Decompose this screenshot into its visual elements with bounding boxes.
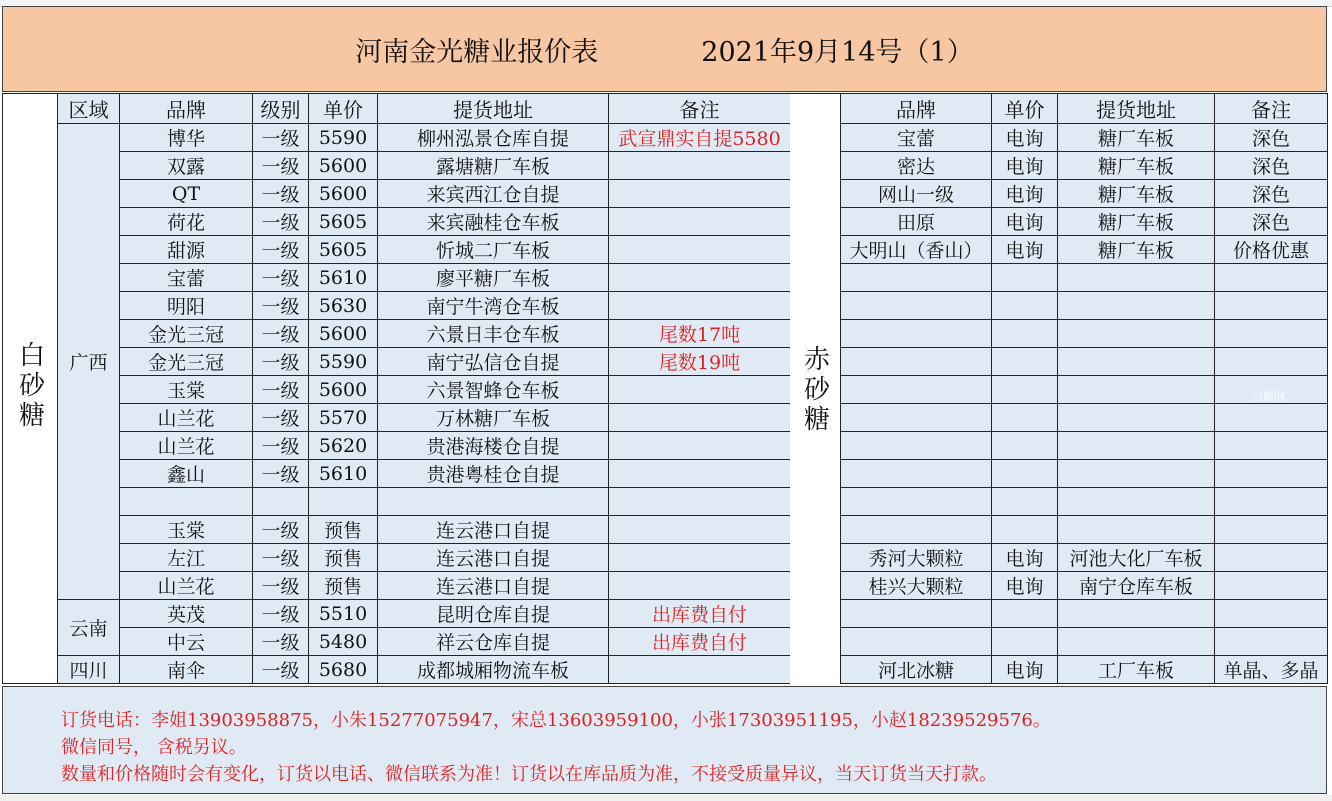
cell-note bbox=[609, 488, 791, 516]
table-row bbox=[841, 180, 1328, 208]
cell-note bbox=[1215, 516, 1328, 544]
white-sugar-label: 白砂糖 bbox=[14, 341, 45, 431]
cell-price: 电询 bbox=[992, 152, 1058, 180]
cell-brand: 山兰花 bbox=[120, 432, 253, 460]
cell-brand: 大明山（香山） bbox=[841, 236, 992, 264]
cell-grade: 一级 bbox=[253, 544, 309, 572]
cell-note bbox=[1215, 320, 1328, 348]
cell-brand: 中云 bbox=[120, 628, 253, 656]
cell-address bbox=[1058, 404, 1215, 432]
cell-price: 5600 bbox=[309, 320, 378, 348]
cell-grade: 一级 bbox=[253, 516, 309, 544]
cell-price: 5570 bbox=[309, 404, 378, 432]
cell-note bbox=[609, 544, 791, 572]
cell-grade: 一级 bbox=[253, 180, 309, 208]
cell-address: 糖厂车板 bbox=[1058, 236, 1215, 264]
cell-grade: 一级 bbox=[253, 600, 309, 628]
table-row bbox=[3, 516, 791, 544]
cell-grade: 一级 bbox=[253, 152, 309, 180]
page-title: 河南金光糖业报价表 bbox=[355, 36, 599, 68]
table-row bbox=[3, 488, 791, 516]
cell-price: 5600 bbox=[309, 180, 378, 208]
white-sugar-table bbox=[2, 93, 791, 684]
table-row bbox=[841, 124, 1328, 152]
cell-grade: 一级 bbox=[253, 208, 309, 236]
cell-price: 电询 bbox=[992, 124, 1058, 152]
cell-address: 祥云仓库自提 bbox=[378, 628, 609, 656]
cell-brand bbox=[841, 628, 992, 656]
cell-brand bbox=[841, 488, 992, 516]
brown-sugar-header-row bbox=[841, 94, 1328, 124]
cell-grade: 一级 bbox=[253, 348, 309, 376]
cell-note: 价格优惠 bbox=[1215, 236, 1328, 264]
cell-address: 万林糖厂车板 bbox=[378, 404, 609, 432]
cell-brand bbox=[841, 404, 992, 432]
cell-address bbox=[1058, 320, 1215, 348]
cell-brand: 河北冰糖 bbox=[841, 656, 992, 684]
cell-note bbox=[1215, 292, 1328, 320]
cell-address bbox=[1058, 292, 1215, 320]
table-row bbox=[3, 124, 791, 152]
watermark-text: 白糖网 bbox=[1252, 390, 1285, 403]
cell-address bbox=[1058, 488, 1215, 516]
region-cell: 广西 bbox=[58, 124, 120, 600]
cell-brand: 明阳 bbox=[120, 292, 253, 320]
cell-address: 忻城二厂车板 bbox=[378, 236, 609, 264]
cell-brand: 玉棠 bbox=[120, 516, 253, 544]
cell-price: 5605 bbox=[309, 208, 378, 236]
cell-brand: QT bbox=[120, 180, 253, 208]
cell-note bbox=[1215, 544, 1328, 572]
cell-brand: 双露 bbox=[120, 152, 253, 180]
cell-brand: 宝蕾 bbox=[841, 124, 992, 152]
wechat-note: 微信同号， 含税另议。 bbox=[61, 737, 247, 758]
cell-address: 南宁牛湾仓车板 bbox=[378, 292, 609, 320]
order-info-footer bbox=[2, 686, 1327, 794]
cell-brand: 玉棠 bbox=[120, 376, 253, 404]
cell-address: 贵港粤桂仓自提 bbox=[378, 460, 609, 488]
cell-grade: 一级 bbox=[253, 572, 309, 600]
brown-sugar-label-cell bbox=[790, 93, 840, 687]
cell-brand bbox=[841, 320, 992, 348]
cell-address: 廖平糖厂车板 bbox=[378, 264, 609, 292]
cell-address: 南宁仓库车板 bbox=[1058, 572, 1215, 600]
cell-address: 连云港口自提 bbox=[378, 572, 609, 600]
table-row bbox=[841, 292, 1328, 320]
cell-note bbox=[609, 404, 791, 432]
cell-brand: 密达 bbox=[841, 152, 992, 180]
cell-brand: 英茂 bbox=[120, 600, 253, 628]
cell-note bbox=[1215, 628, 1328, 656]
cell-price: 电询 bbox=[992, 236, 1058, 264]
cell-address bbox=[1058, 628, 1215, 656]
cell-brand: 宝蕾 bbox=[120, 264, 253, 292]
cell-price bbox=[992, 376, 1058, 404]
cell-price: 5680 bbox=[309, 656, 378, 684]
table-row bbox=[3, 432, 791, 460]
cell-brand: 南伞 bbox=[120, 656, 253, 684]
cell-note: 深色 bbox=[1215, 152, 1328, 180]
cell-address bbox=[1058, 516, 1215, 544]
cell-address bbox=[1058, 460, 1215, 488]
cell-price: 5600 bbox=[309, 376, 378, 404]
cell-brand bbox=[841, 600, 992, 628]
cell-grade: 一级 bbox=[253, 432, 309, 460]
cell-brand: 博华 bbox=[120, 124, 253, 152]
cell-price: 预售 bbox=[309, 572, 378, 600]
column-header: 品牌 bbox=[120, 94, 253, 124]
cell-address bbox=[1058, 348, 1215, 376]
table-row bbox=[841, 516, 1328, 544]
cell-brand bbox=[841, 460, 992, 488]
sheet-tab-bar bbox=[0, 795, 1332, 801]
table-row bbox=[3, 320, 791, 348]
table-row bbox=[3, 544, 791, 572]
cell-address bbox=[1058, 600, 1215, 628]
table-row bbox=[3, 208, 791, 236]
column-header: 品牌 bbox=[841, 94, 992, 124]
cell-note: 尾数19吨 bbox=[609, 348, 791, 376]
cell-price: 电询 bbox=[992, 656, 1058, 684]
cell-grade: 一级 bbox=[253, 628, 309, 656]
cell-price: 电询 bbox=[992, 572, 1058, 600]
cell-brand: 田原 bbox=[841, 208, 992, 236]
cell-price: 5590 bbox=[309, 348, 378, 376]
cell-price bbox=[992, 516, 1058, 544]
cell-price: 5590 bbox=[309, 124, 378, 152]
cell-note: 武宣鼎实自提5580 bbox=[609, 124, 791, 152]
cell-brand bbox=[841, 292, 992, 320]
cell-note bbox=[609, 460, 791, 488]
white-sugar-label-cell bbox=[3, 94, 58, 684]
cell-brand: 金光三冠 bbox=[120, 348, 253, 376]
column-header: 级别 bbox=[253, 94, 309, 124]
cell-note: 深色 bbox=[1215, 180, 1328, 208]
cell-price bbox=[992, 348, 1058, 376]
column-header: 提货地址 bbox=[1058, 94, 1215, 124]
cell-price: 5600 bbox=[309, 152, 378, 180]
cell-note bbox=[1215, 460, 1328, 488]
cell-price bbox=[992, 264, 1058, 292]
region-cell: 云南 bbox=[58, 600, 120, 656]
cell-price bbox=[992, 488, 1058, 516]
table-row bbox=[841, 348, 1328, 376]
cell-grade: 一级 bbox=[253, 376, 309, 404]
cell-note: 出库费自付 bbox=[609, 628, 791, 656]
quote-date: 2021年9月14号（1） bbox=[701, 36, 974, 68]
cell-brand bbox=[841, 376, 992, 404]
cell-price: 5610 bbox=[309, 460, 378, 488]
cell-brand: 左江 bbox=[120, 544, 253, 572]
cell-brand bbox=[841, 516, 992, 544]
cell-note: 深色 bbox=[1215, 124, 1328, 152]
cell-note bbox=[609, 264, 791, 292]
cell-price bbox=[992, 320, 1058, 348]
column-header: 备注 bbox=[609, 94, 791, 124]
cell-grade: 一级 bbox=[253, 320, 309, 348]
table-row bbox=[841, 488, 1328, 516]
cell-address: 贵港海楼仓自提 bbox=[378, 432, 609, 460]
column-header: 单价 bbox=[309, 94, 378, 124]
table-row bbox=[841, 208, 1328, 236]
cell-price: 电询 bbox=[992, 180, 1058, 208]
cell-grade: 一级 bbox=[253, 264, 309, 292]
cell-address: 糖厂车板 bbox=[1058, 208, 1215, 236]
cell-address: 糖厂车板 bbox=[1058, 152, 1215, 180]
cell-address: 柳州泓景仓库自提 bbox=[378, 124, 609, 152]
title-spacer bbox=[598, 34, 701, 65]
cell-price bbox=[992, 292, 1058, 320]
cell-address: 南宁弘信仓自提 bbox=[378, 348, 609, 376]
table-row bbox=[3, 656, 791, 684]
cell-address: 糖厂车板 bbox=[1058, 180, 1215, 208]
cell-grade: 一级 bbox=[253, 404, 309, 432]
cell-address: 糖厂车板 bbox=[1058, 124, 1215, 152]
cell-note bbox=[1215, 432, 1328, 460]
cell-note bbox=[1215, 404, 1328, 432]
cell-brand: 甜源 bbox=[120, 236, 253, 264]
cell-note bbox=[609, 516, 791, 544]
cell-note bbox=[609, 236, 791, 264]
table-row bbox=[3, 348, 791, 376]
cell-note: 出库费自付 bbox=[609, 600, 791, 628]
cell-price: 5605 bbox=[309, 236, 378, 264]
column-header: 备注 bbox=[1215, 94, 1328, 124]
cell-price bbox=[992, 432, 1058, 460]
column-header: 单价 bbox=[992, 94, 1058, 124]
brown-sugar-label: 赤砂糖 bbox=[799, 345, 830, 435]
cell-address: 成都城厢物流车板 bbox=[378, 656, 609, 684]
cell-grade: 一级 bbox=[253, 656, 309, 684]
cell-brand: 荷花 bbox=[120, 208, 253, 236]
table-row bbox=[841, 320, 1328, 348]
table-row bbox=[841, 404, 1328, 432]
table-row bbox=[3, 628, 791, 656]
table-row bbox=[841, 460, 1328, 488]
cell-brand: 桂兴大颗粒 bbox=[841, 572, 992, 600]
table-row bbox=[841, 656, 1328, 684]
cell-note bbox=[1215, 488, 1328, 516]
cell-brand bbox=[841, 264, 992, 292]
cell-address: 露塘糖厂车板 bbox=[378, 152, 609, 180]
table-row bbox=[841, 432, 1328, 460]
order-phones: 订货电话：李姐13903958875，小朱15277075947，宋总13603959100，小张17303951195，小赵18239529576。 bbox=[61, 710, 1051, 731]
cell-address: 连云港口自提 bbox=[378, 544, 609, 572]
cell-brand: 山兰花 bbox=[120, 572, 253, 600]
cell-note bbox=[1215, 572, 1328, 600]
table-row bbox=[3, 460, 791, 488]
cell-grade: 一级 bbox=[253, 460, 309, 488]
cell-price bbox=[992, 628, 1058, 656]
cell-note: 尾数17吨 bbox=[609, 320, 791, 348]
cell-note: 深色 bbox=[1215, 208, 1328, 236]
cell-price: 电询 bbox=[992, 208, 1058, 236]
cell-address: 河池大化厂车板 bbox=[1058, 544, 1215, 572]
table-row bbox=[3, 180, 791, 208]
table-row bbox=[841, 264, 1328, 292]
cell-note bbox=[609, 376, 791, 404]
cell-grade bbox=[253, 488, 309, 516]
cell-note bbox=[609, 180, 791, 208]
cell-note bbox=[1215, 264, 1328, 292]
table-row bbox=[841, 600, 1328, 628]
table-row bbox=[3, 404, 791, 432]
table-row bbox=[841, 544, 1328, 572]
cell-note bbox=[1215, 348, 1328, 376]
cell-price: 5510 bbox=[309, 600, 378, 628]
cell-grade: 一级 bbox=[253, 124, 309, 152]
cell-grade: 一级 bbox=[253, 236, 309, 264]
cell-note bbox=[609, 656, 791, 684]
cell-price: 预售 bbox=[309, 516, 378, 544]
cell-price bbox=[992, 404, 1058, 432]
column-header: 提货地址 bbox=[378, 94, 609, 124]
cell-price: 电询 bbox=[992, 544, 1058, 572]
table-row bbox=[841, 572, 1328, 600]
cell-brand bbox=[841, 432, 992, 460]
cell-address bbox=[1058, 376, 1215, 404]
cell-note bbox=[609, 152, 791, 180]
table-row bbox=[841, 628, 1328, 656]
cell-brand: 网山一级 bbox=[841, 180, 992, 208]
white-sugar-header-row bbox=[3, 94, 791, 124]
table-row bbox=[3, 572, 791, 600]
disclaimer: 数量和价格随时会有变化，订货以电话、微信联系为准！订货以在库品质为准，不接受质量异议，当天订货当天打款。 bbox=[61, 764, 997, 785]
cell-note bbox=[609, 432, 791, 460]
cell-price bbox=[309, 488, 378, 516]
table-row bbox=[3, 264, 791, 292]
cell-brand: 鑫山 bbox=[120, 460, 253, 488]
cell-brand bbox=[120, 488, 253, 516]
cell-address bbox=[378, 488, 609, 516]
cell-address: 六景日丰仓车板 bbox=[378, 320, 609, 348]
table-row bbox=[3, 152, 791, 180]
column-header: 区域 bbox=[58, 94, 120, 124]
cell-price: 预售 bbox=[309, 544, 378, 572]
cell-address bbox=[1058, 432, 1215, 460]
cell-price: 5630 bbox=[309, 292, 378, 320]
cell-address: 六景智蜂仓车板 bbox=[378, 376, 609, 404]
cell-note bbox=[609, 208, 791, 236]
cell-grade: 一级 bbox=[253, 292, 309, 320]
cell-note: 单晶、多晶 bbox=[1215, 656, 1328, 684]
cell-price bbox=[992, 460, 1058, 488]
cell-price: 5480 bbox=[309, 628, 378, 656]
cell-brand: 秀河大颗粒 bbox=[841, 544, 992, 572]
cell-address: 来宾西江仓自提 bbox=[378, 180, 609, 208]
cell-address: 连云港口自提 bbox=[378, 516, 609, 544]
cell-address bbox=[1058, 264, 1215, 292]
table-row bbox=[841, 152, 1328, 180]
cell-price: 5620 bbox=[309, 432, 378, 460]
table-row bbox=[3, 236, 791, 264]
cell-price bbox=[992, 600, 1058, 628]
cell-brand bbox=[841, 348, 992, 376]
cell-note bbox=[609, 572, 791, 600]
cell-note bbox=[1215, 600, 1328, 628]
cell-brand: 山兰花 bbox=[120, 404, 253, 432]
title-banner bbox=[2, 6, 1327, 92]
cell-brand: 金光三冠 bbox=[120, 320, 253, 348]
cell-price: 5610 bbox=[309, 264, 378, 292]
table-row bbox=[841, 236, 1328, 264]
cell-address: 昆明仓库自提 bbox=[378, 600, 609, 628]
table-row bbox=[3, 600, 791, 628]
cell-note bbox=[609, 292, 791, 320]
table-row bbox=[3, 292, 791, 320]
table-row bbox=[3, 376, 791, 404]
region-cell: 四川 bbox=[58, 656, 120, 684]
cell-address: 来宾融桂仓车板 bbox=[378, 208, 609, 236]
cell-address: 工厂车板 bbox=[1058, 656, 1215, 684]
